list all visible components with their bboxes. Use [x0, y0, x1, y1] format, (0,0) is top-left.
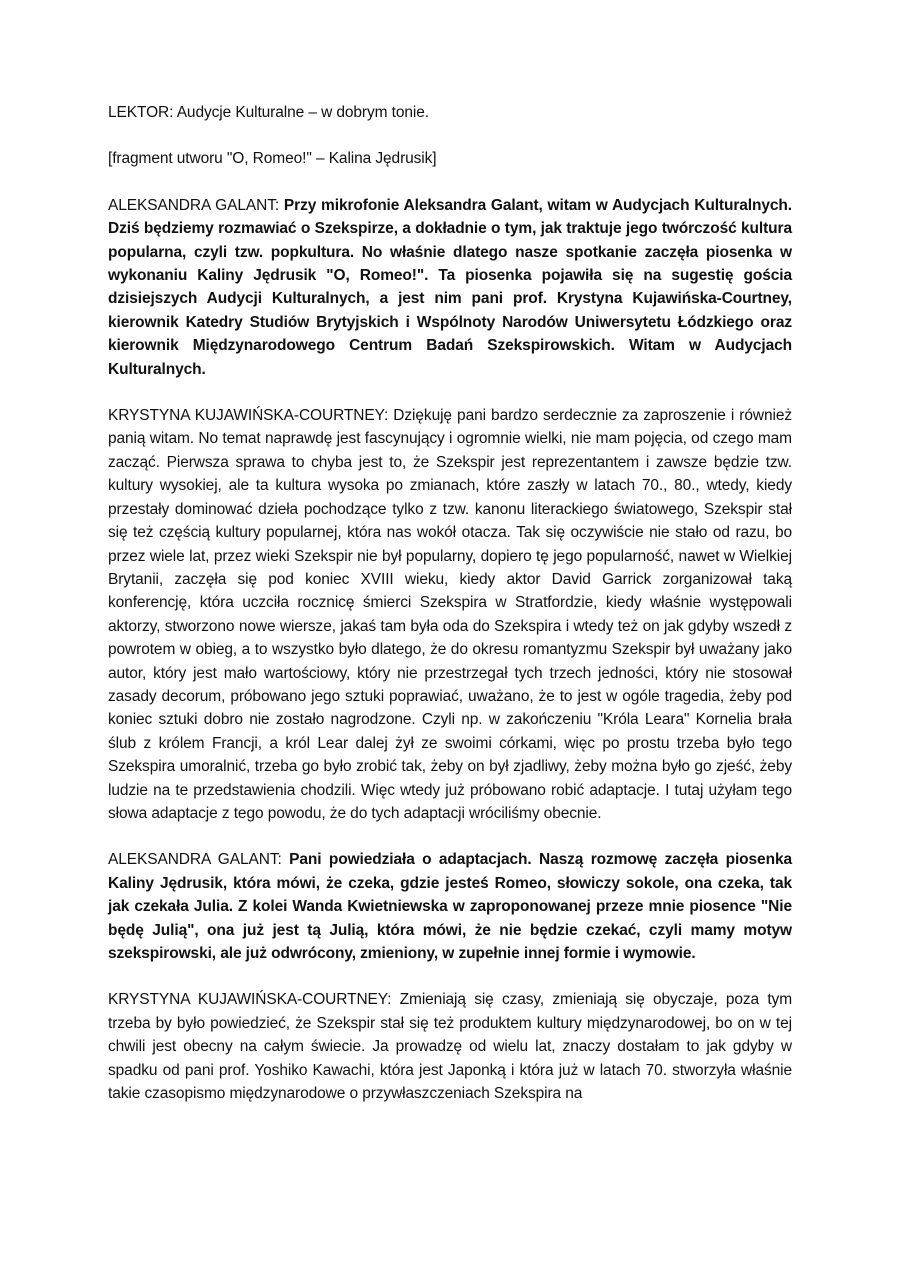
text-segment: Pani powiedziała o adaptacjach. Naszą rozmowę zaczęła piosenka Kaliny Jędrusik, która mówi, że czeka, gdzie jesteś Romeo, słowiczy sokole, ona czeka, tak jak czekała Julia. Z kolei Wanda Kwietniewska w zaproponowanej przeze mnie piosence "Nie będę Julią", ona już jest tą Julią, która mówi, że nie będzie czekać, czyli mamy motyw szekspirowski, ale już odwrócony, zmieniony, w zupełnie innej formie i wymowie. — [108, 851, 792, 962]
text-segment: KRYSTYNA KUJAWIŃSKA-COURTNEY: Zmieniają się czasy, zmieniają się obyczaje, poza tym trzeba by było powiedzieć, że Szekspir stał się też produktem kultury międzynarodowej, bo on w tej chwili jest obecny na całym świecie. Ja prowadzę od wielu lat, znaczy dostałam to jak gdyby w spadku od pani prof. Yoshiko Kawachi, która jest Japonką i która już w latach 70. stworzyła właśnie takie czasopismo międzynarodowe o przywłaszczeniach Szekspira na — [108, 991, 792, 1103]
paragraph-lektor-line — [108, 101, 792, 124]
transcript — [108, 101, 792, 1105]
paragraph-kujawinska-answer-2 — [108, 988, 792, 1105]
text-segment: Przy mikrofonie Aleksandra Galant, witam w Audycjach Kulturalnych. Dziś będziemy rozmawiać o Szekspirze, a dokładnie o tym, jak traktuje jego twórczość kultura popularna, czyli tzw. popkultura. No właśnie dlatego nasze spotkanie zaczęła piosenka w wykonaniu Kaliny Jędrusik "O, Romeo!". Ta piosenka pojawiła się na sugestię gościa dzisiejszych Audycji Kulturalnych, a jest nim pani prof. Krystyna Kujawińska-Courtney, kierownik Katedry Studiów Brytyjskich i Wspólnoty Narodów Uniwersytetu Łódzkiego oraz kierownik Międzynarodowego Centrum Badań Szekspirowskich. Witam w Audycjach Kulturalnych. — [108, 196, 792, 378]
text-segment: LEKTOR: Audycje Kulturalne – w dobrym tonie. — [108, 104, 429, 121]
paragraph-galant-intro — [108, 194, 792, 381]
text-segment: ALEKSANDRA GALANT: — [108, 851, 290, 869]
text-segment: ALEKSANDRA GALANT: — [108, 196, 284, 214]
paragraph-galant-question-2 — [108, 848, 792, 965]
paragraph-kujawinska-answer-1 — [108, 404, 792, 825]
text-segment: [fragment utworu "O, Romeo!" – Kalina Jędrusik] — [108, 150, 437, 168]
text-segment: KRYSTYNA KUJAWIŃSKA-COURTNEY: Dziękuję pani bardzo serdecznie za zaproszenie i również panią witam. No temat naprawdę jest fascynujący i ogromnie wielki, nie mam pojęcia, od czego mam zacząć. Pierwsza sprawa to chyba jest to, że Szekspir jest reprezentantem i zawsze będzie tzw. kultury wysokiej, ale ta kultura wysoka po zmianach, które zaszły w latach 70., 80., wtedy, kiedy przestały dominować dzieła pochodzące tylko z tzw. kanonu literackiego światowego, Szekspir stał się też częścią kultury popularnej, która nas wokół otacza. Tak się oczywiście nie stało od razu, bo przez wiele lat, przez wieki Szekspir nie był popularny, dopiero tę jego popularność, nawet w Wielkiej Brytanii, zaczęła się pod koniec XVIII wieku, kiedy aktor David Garrick zorganizował taką konferencję, która uczciła rocznicę śmierci Szekspira w Stratfordzie, kiedy właśnie występowali aktorzy, stworzono nowe wiersze, jakaś tam była oda do Szekspira i wtedy też on jak gdyby wszedł z powrotem w obieg, a to wszystko było dlatego, że do okresu romantyzmu Szekspir był uważany jako autor, który jest mało wartościowy, który nie przestrzegał tych trzech jedności, który nie stosował zasady decorum, próbowano jego sztuki poprawiać, uważano, że to jest w ogóle tragedia, żeby pod koniec sztuki dobro nie zostało nagrodzone. Czyli np. w zakończeniu "Króla Leara" Kornelia brała ślub z królem Francji, a król Lear dalej żył ze swoimi córkami, więc po prostu trzeba było tego Szekspira umoralnić, trzeba go było zrobić tak, żeby on był zjadliwy, żeby można było go zjeść, żeby ludzie na te przedstawienia chodzili. Więc wtedy już próbowano robić adaptacje. I tutaj użyłam tego słowa adaptacje z tego powodu, że do tych adaptacji wróciliśmy obecnie. — [108, 407, 792, 822]
paragraph-song-fragment-note — [108, 147, 792, 170]
